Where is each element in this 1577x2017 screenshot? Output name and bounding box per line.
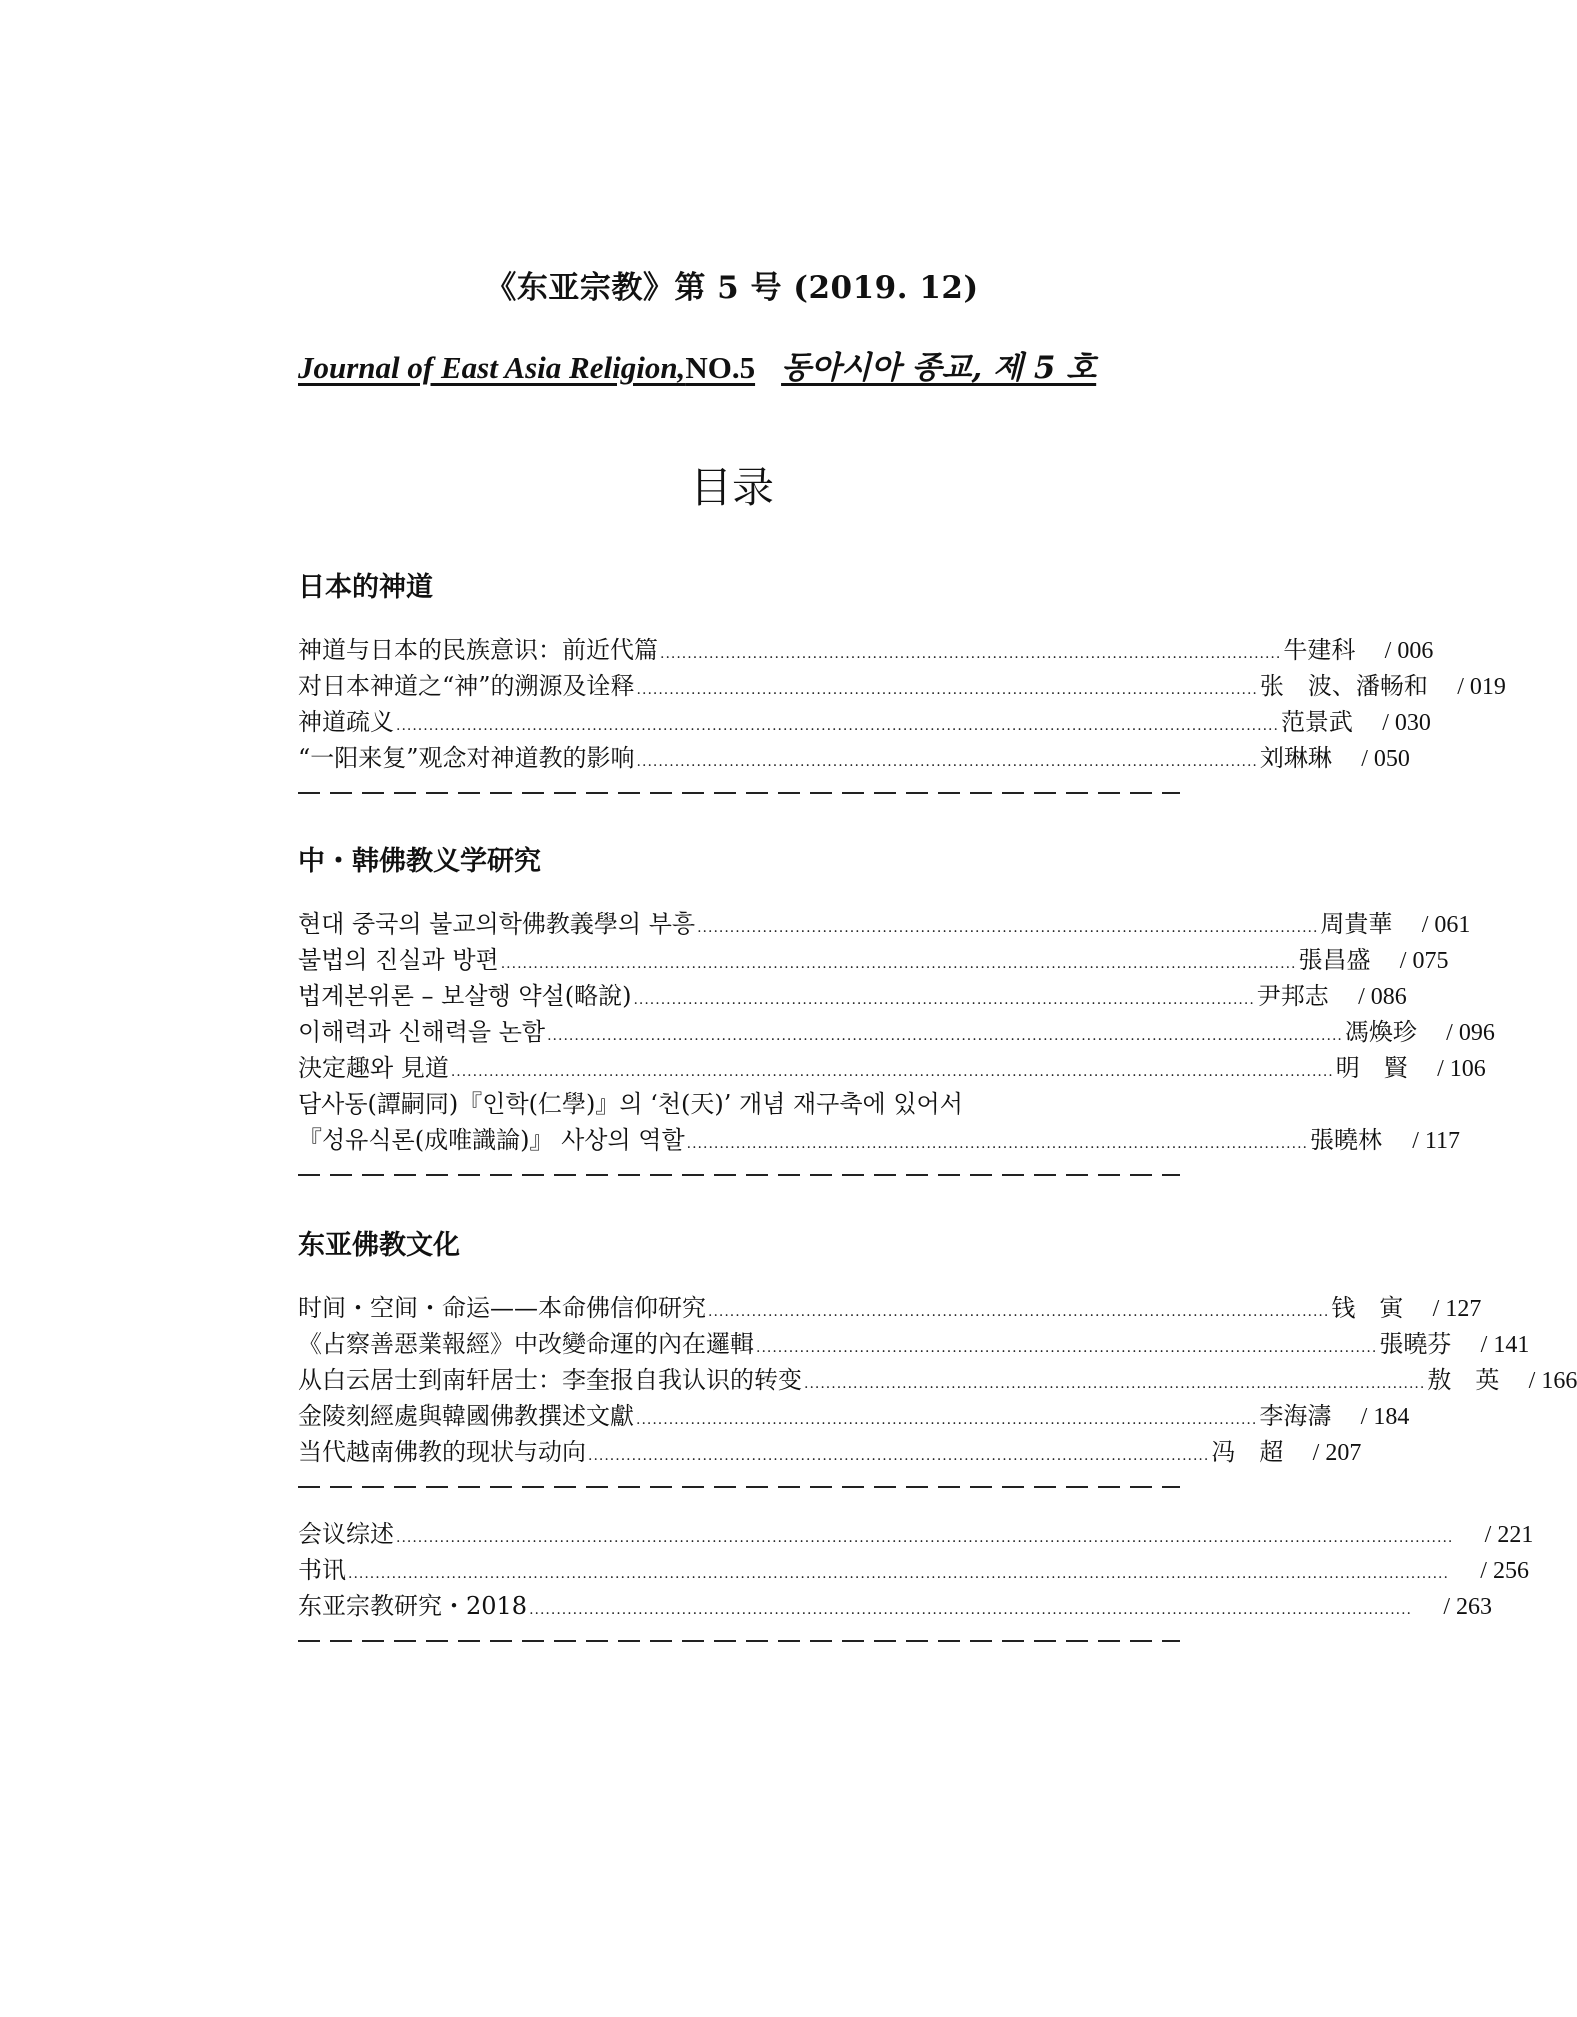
dot-leader: .................................................................................................................. — [686, 1136, 1308, 1152]
toc-entry[interactable] — [298, 1326, 1530, 1362]
journal-title-line — [298, 342, 1178, 387]
entry-title: 时间・空间・命运——本命佛信仰研究 — [298, 1294, 706, 1322]
entry-page: / 106 — [1437, 1056, 1486, 1082]
toc-entry[interactable] — [298, 632, 1434, 668]
entry-author: 范景武 — [1280, 708, 1353, 736]
toc-entry[interactable] — [298, 1588, 1493, 1624]
entry-title: 从白云居士到南轩居士：李奎报自我认识的转变 — [298, 1366, 802, 1394]
section-divider — [298, 1624, 1180, 1658]
entry-page: / 086 — [1358, 984, 1407, 1010]
entry-page: / 096 — [1446, 1020, 1495, 1046]
entry-title: 当代越南佛教的现状与动向 — [298, 1438, 586, 1466]
toc-entry[interactable] — [298, 906, 1471, 942]
entry-author: 敖 英 — [1427, 1366, 1500, 1394]
toc-entry[interactable] — [298, 1362, 1577, 1398]
entry-page: / 221 — [1484, 1522, 1534, 1548]
entry-title: 东亚宗教研究・2018 — [298, 1592, 528, 1620]
entry-title: 담사동(譚嗣同)『인학(仁學)』의 ‘천(天)’ 개념 재구축에 있어서 — [298, 1090, 963, 1118]
entry-title: 현대 중국의 불교의학佛教義學의 부흥 — [298, 910, 696, 938]
journal-issue-number: NO.5 — [685, 350, 756, 385]
dot-leader: .................................................................................................................................................................. — [396, 718, 1279, 734]
entry-page: / 263 — [1443, 1594, 1493, 1620]
toc-entry-continuation[interactable] — [298, 1086, 1180, 1122]
entry-page: / 075 — [1399, 948, 1449, 974]
dot-leader: .......................................................................................................................................................................................................... — [348, 1566, 1449, 1582]
toc-section-buddhist-doctrine — [298, 842, 1495, 1192]
entry-title: 불법의 진실과 방편 — [298, 946, 499, 974]
toc-entry[interactable] — [298, 1014, 1495, 1050]
entry-title: “一阳来复”观念对神道教的影响 — [298, 744, 635, 772]
section-divider — [298, 776, 1180, 810]
toc-entry[interactable] — [298, 1290, 1482, 1326]
entry-author: 李海濤 — [1259, 1402, 1332, 1430]
journal-title-korean: 동아시아 종교, 제 5 호 — [781, 350, 1097, 386]
entry-page: / 117 — [1412, 1128, 1460, 1154]
dot-leader: .................................................................................................................. — [708, 1304, 1330, 1320]
section-title: 日本的神道 — [298, 572, 433, 603]
entry-title: 이해력과 신해력을 논함 — [298, 1018, 546, 1046]
entry-title: 神道与日本的民族意识：前近代篇 — [298, 636, 658, 664]
entry-title: 『성유식론(成唯識論)』 사상의 역할 — [298, 1126, 685, 1154]
entry-author: 钱 寅 — [1331, 1294, 1404, 1322]
dot-leader: .................................................................................................................................................................. — [529, 1602, 1413, 1618]
toc-entry[interactable] — [298, 1516, 1534, 1552]
entry-page: / 141 — [1480, 1332, 1530, 1358]
entry-author: 明 賢 — [1335, 1054, 1408, 1082]
entry-title: 金陵刻經處與韓國佛教撰述文獻 — [298, 1402, 634, 1430]
journal-title-english: Journal of East Asia Religion, — [298, 350, 686, 385]
toc-section-east-asia-buddhist-culture — [298, 1226, 1577, 1504]
toc-entry[interactable] — [298, 668, 1506, 704]
entry-author: 冯 超 — [1211, 1438, 1284, 1466]
dot-leader: .................................................................................................................. — [636, 682, 1258, 698]
dot-leader: .................................................................................................................. — [660, 646, 1282, 662]
section-divider — [298, 1158, 1180, 1192]
dot-leader: .................................................................................................................. — [633, 992, 1255, 1008]
toc-entry[interactable] — [298, 1434, 1362, 1470]
entry-title: 对日本神道之“神”的溯源及诠释 — [298, 672, 635, 700]
toc-entry[interactable] — [298, 942, 1449, 978]
entry-title: 书讯 — [298, 1556, 346, 1584]
entry-page: / 166 — [1528, 1368, 1577, 1394]
toc-entry[interactable] — [298, 1398, 1410, 1434]
entry-author: 張曉林 — [1309, 1126, 1382, 1154]
dot-leader: .................................................................................................................................................. — [547, 1028, 1343, 1044]
entry-author: 張曉芬 — [1379, 1330, 1452, 1358]
section-title: 东亚佛教文化 — [298, 1230, 460, 1261]
entry-author: 馮煥珍 — [1344, 1018, 1417, 1046]
entry-page: / 061 — [1421, 912, 1471, 938]
toc-section-shinto — [298, 568, 1506, 810]
toc-entry[interactable] — [298, 1552, 1529, 1588]
dot-leader: .................................................................................................................. — [588, 1448, 1210, 1464]
journal-title-chinese: 《东亚宗教》第 5 号 (2019. 12) — [485, 270, 979, 306]
toc-entry[interactable] — [298, 978, 1407, 1014]
toc-entry[interactable] — [298, 740, 1410, 776]
entry-author: 張昌盛 — [1298, 946, 1371, 974]
entry-page: / 127 — [1432, 1296, 1482, 1322]
entry-title: 神道疏义 — [298, 708, 394, 736]
entry-page: / 050 — [1361, 746, 1410, 772]
entry-author: 尹邦志 — [1256, 982, 1329, 1010]
dot-leader: .................................................................................................................................................. — [500, 956, 1297, 972]
entry-page: / 207 — [1312, 1440, 1362, 1466]
entry-page: / 030 — [1382, 710, 1431, 736]
toc-entry[interactable] — [298, 704, 1431, 740]
entry-title: 《占察善惡業報經》中改變命運的內在邏輯 — [298, 1330, 754, 1358]
entry-title: 決定趣와 見道 — [298, 1054, 449, 1082]
entry-page: / 006 — [1384, 638, 1434, 664]
toc-entry[interactable] — [298, 1050, 1486, 1086]
dot-leader: .................................................................................................................................................................................................. — [396, 1530, 1454, 1546]
section-title: 中・韩佛教义学研究 — [298, 846, 541, 877]
dot-leader: .................................................................................................................. — [697, 920, 1319, 936]
dot-leader: .................................................................................................................. — [804, 1376, 1426, 1392]
entry-page: / 019 — [1457, 674, 1506, 700]
entry-author: 周貴華 — [1320, 910, 1393, 938]
entry-author: 刘琳琳 — [1259, 744, 1332, 772]
dot-leader: .................................................................................................................................................................. — [450, 1064, 1334, 1080]
entry-title: 会议综述 — [298, 1520, 394, 1548]
toc-heading: 目录 — [689, 463, 774, 512]
entry-page: / 256 — [1480, 1558, 1529, 1584]
section-divider — [298, 1470, 1180, 1504]
toc-entry[interactable] — [298, 1122, 1460, 1158]
entry-author: 牛建科 — [1283, 636, 1356, 664]
dot-leader: .................................................................................................................. — [636, 1412, 1258, 1428]
entry-title: 법계본위론 – 보살행 약설(略說) — [298, 982, 632, 1010]
dot-leader: .................................................................................................................. — [636, 754, 1258, 770]
entry-author: 张 波、潘畅和 — [1259, 672, 1428, 700]
toc-section-misc — [298, 1516, 1534, 1658]
entry-page: / 184 — [1360, 1404, 1410, 1430]
dot-leader: .................................................................................................................. — [756, 1340, 1378, 1356]
